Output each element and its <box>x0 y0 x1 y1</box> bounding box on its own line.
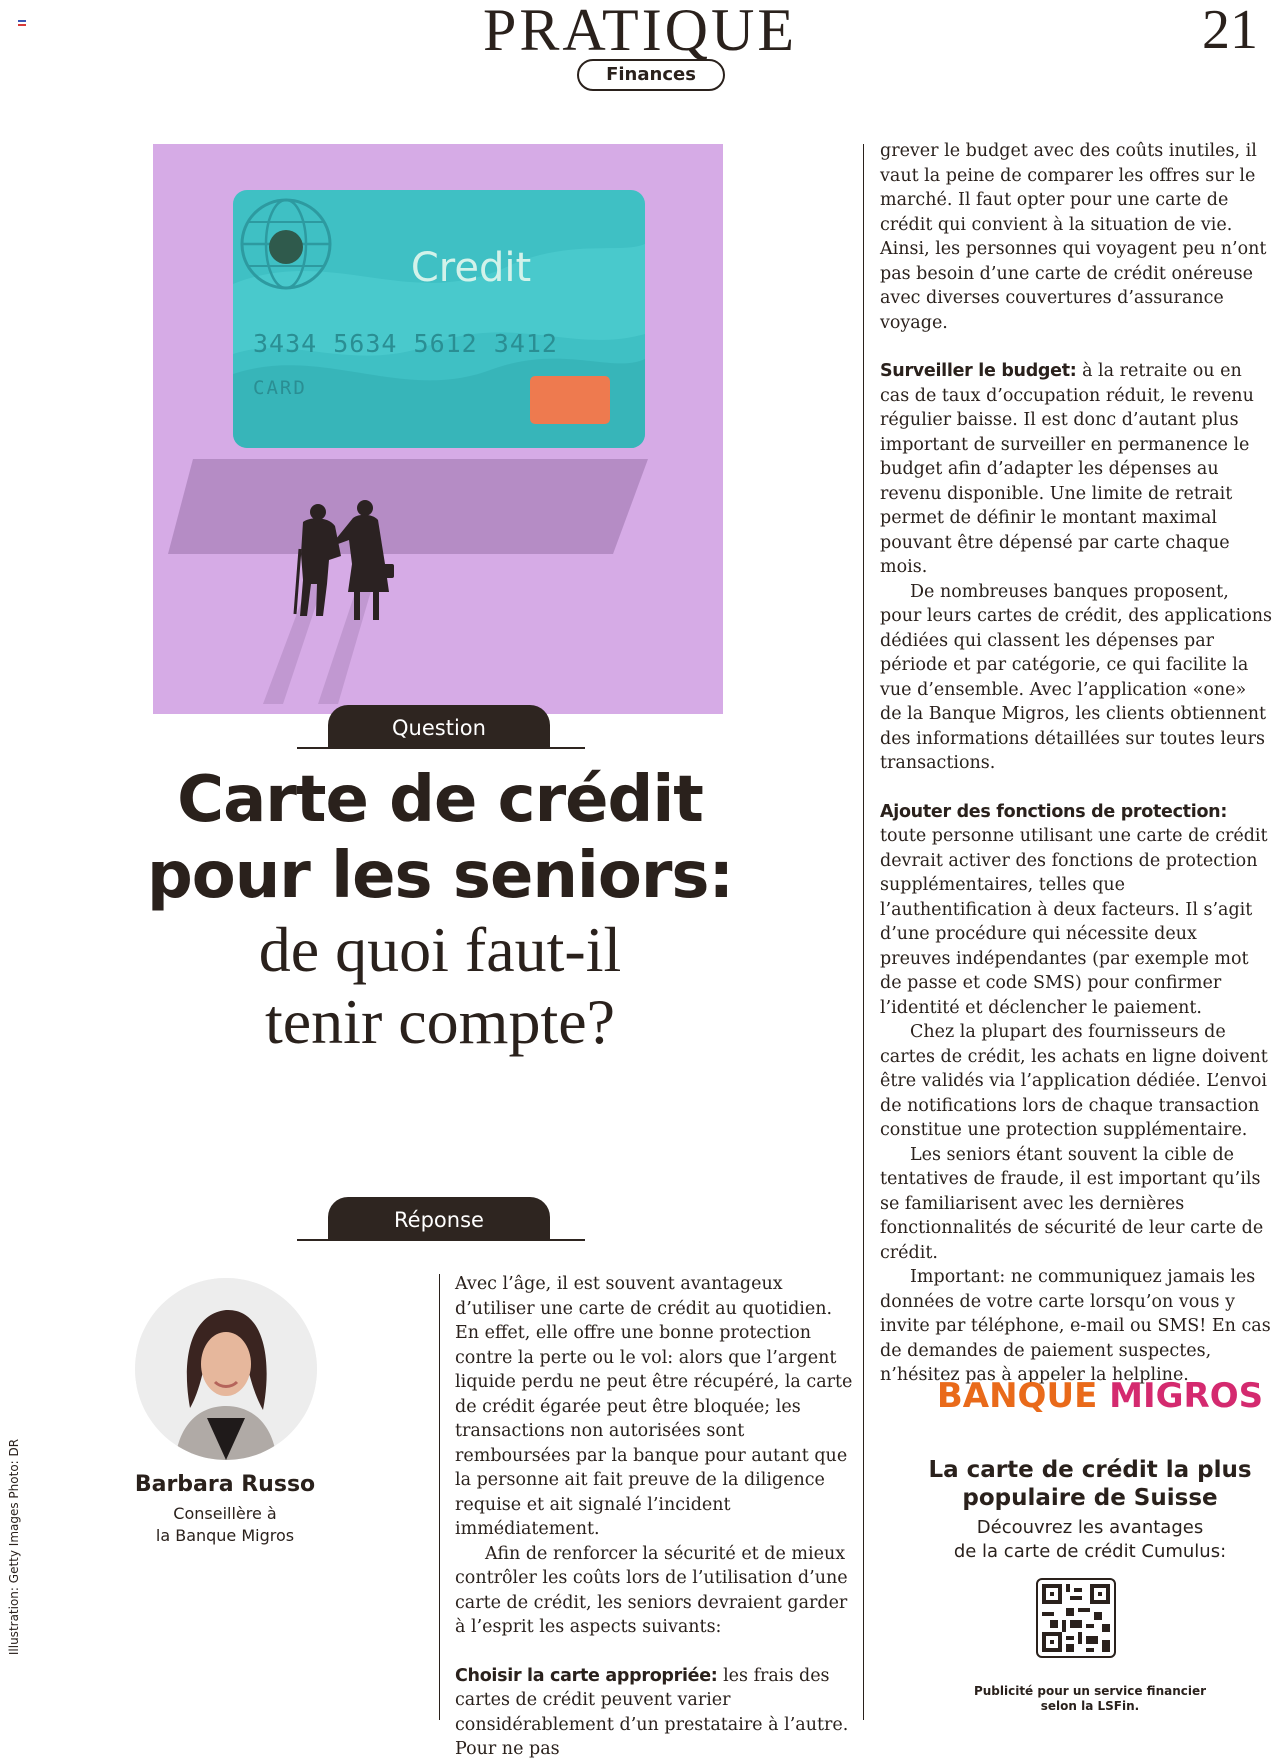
paragraph-lead: Ajouter des fonctions de protection: <box>880 801 1228 822</box>
subheadline-line1: de quoi faut-il <box>258 914 622 985</box>
paragraph: grever le budget avec des coûts inutiles, il vaut la peine de comparer les offres sur le marché. Il faut opter pour une carte de crédit qui convient à la situation de vie. Ainsi, les personnes qui voyagent peu n’ont pas besoin d’une carte de crédit onéreuse avec diverses couvertures d’assurance voyage. <box>880 141 1267 333</box>
ad-subline-2: de la carte de crédit Cumulus: <box>953 1541 1227 1562</box>
card-brand-text: Credit <box>410 245 532 291</box>
author-name: Barbara Russo <box>134 1472 316 1497</box>
headline-line2: pour les seniors: <box>146 839 734 913</box>
paragraph: Afin de renforcer la sécurité et de mieux contrôler les coûts lors de l’utilisation d’une carte de crédit, les seniors devraient garder à l’esprit les aspects suivants: <box>455 1543 848 1637</box>
question-divider <box>297 747 585 749</box>
paragraph: De nombreuses banques proposent, pour leurs cartes de crédit, des applications dédiées qui classent les dépenses par période et par catégorie, ce qui facilite la vue d’ensemble. Avec l’application «one» de la Banque Migros, les clients obtiennent des informations détaillées sur toutes leurs transactions. <box>880 581 1272 773</box>
subheadline-line2: tenir compte? <box>264 986 616 1057</box>
card-number-text: 3434 5634 5612 3412 <box>253 329 558 358</box>
paragraph-text: toute personne utilisant une carte de crédit devrait activer des fonctions de protection supplémentaires, telles que l’authentification à deux facteurs. Il s’agit d’une procédure qui nécessite deux preuves indépendantes (par exemple mot de passe et code SMS) pour confirmer l’identité et déclencher le paiement. <box>880 826 1268 1018</box>
article-column-1 <box>455 1272 853 1762</box>
paragraph <box>880 359 1272 580</box>
category-badge: Finances <box>577 59 725 91</box>
ad-disclaimer-line2: selon la LSFin. <box>1040 1699 1140 1713</box>
page-number: 21 <box>1202 0 1258 61</box>
column-divider-left <box>439 1274 440 1720</box>
author-role-line1: Conseillère à <box>173 1504 277 1523</box>
paragraph-text: à la retraite ou en cas de taux d’occupation réduit, le revenu régulier baisse. Il est donc d’autant plus important de surveiller en permanence le budget afin d’adapter les dépenses au revenu disponible. Une limite de retrait permet de définir le montant maximal pouvant être dépensé par carte chaque mois. <box>880 361 1254 577</box>
answer-divider <box>297 1239 585 1241</box>
paragraph: Important: ne communiquez jamais les données de votre carte lorsqu’on vous y invite par téléphone, e-mail ou SMS! En cas de demandes de paiement suspectes, n’hésitez pas à appeler la helpline. <box>880 1267 1271 1385</box>
logo-part2: MIGROS <box>1109 1376 1264 1416</box>
section-title: PRATIQUE <box>482 0 797 63</box>
paragraph: Les seniors étant souvent la cible de tentatives de fraude, il est important qu’ils se familiarisent avec les dernières fonctionnalités de sécurité de leur carte de crédit. <box>880 1144 1264 1263</box>
card-label-text: CARD <box>253 377 307 399</box>
qr-code-icon[interactable] <box>1036 1578 1116 1658</box>
banque-migros-logo <box>900 1376 1280 1416</box>
paragraph: Chez la plupart des fournisseurs de cartes de crédit, les achats en ligne doivent être validés via l’application dédiée. L’envoi de notifications lors de chaque transaction constitue une protection supplémentaire. <box>880 1022 1268 1140</box>
headline-line1: Carte de crédit <box>177 763 703 837</box>
ad-headline-line2: populaire de Suisse <box>962 1485 1218 1511</box>
article-column-2 <box>880 139 1272 1388</box>
answer-tab: Réponse <box>328 1197 550 1240</box>
paragraph <box>880 800 1272 1021</box>
column-divider <box>863 144 864 1720</box>
ad-disclaimer-line1: Publicité pour un service financier <box>973 1684 1207 1698</box>
paragraph-lead: Choisir la carte appropriée: <box>455 1665 718 1686</box>
photo-credit: Illustration: Getty Images Photo: DR <box>7 1438 21 1656</box>
ad-subline-1: Découvrez les avantages <box>976 1517 1204 1538</box>
logo-part1: BANQUE <box>936 1376 1110 1416</box>
author-role-line2: la Banque Migros <box>155 1526 295 1545</box>
ad-headline-line1: La carte de crédit la plus <box>928 1457 1252 1483</box>
paragraph <box>455 1664 853 1762</box>
paragraph-lead: Surveiller le budget: <box>880 361 1077 381</box>
question-tab: Question <box>328 705 550 748</box>
author-avatar <box>135 1278 317 1460</box>
credit-card-illustration <box>153 144 723 714</box>
paragraph-text: les frais des cartes de crédit peuvent varier considérablement d’un prestataire à l’autre. Pour ne pas <box>455 1665 849 1759</box>
paragraph: Avec l’âge, il est souvent avantageux d’utiliser une carte de crédit au quotidien. En effet, elle offre une bonne protection contre la perte ou le vol: alors que l’argent liquide perdu ne peut être récupéré, la carte de crédit égarée peut être bloquée; les transactions non autorisées sont remboursées par la banque pour autant que la personne ait fait preuve de la diligence requise et ait signalé l’incident immédiatement. <box>455 1274 853 1539</box>
